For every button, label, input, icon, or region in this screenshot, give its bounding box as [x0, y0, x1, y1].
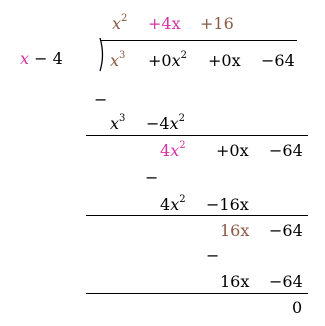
divisor: x − 4: [20, 49, 63, 68]
dividend-term-0x-squared: $+0x^2$: [148, 49, 187, 70]
step1-subtrahend-minus-4x-squared: $-4x^2$: [146, 112, 185, 133]
step2-remainder-minus-64: −64: [269, 221, 303, 240]
final-remainder: 0: [292, 298, 303, 317]
step2-rule: [86, 215, 308, 216]
step1-rule: [86, 135, 308, 136]
division-bracket: [98, 38, 108, 72]
step2-minus-sign: −: [145, 168, 159, 187]
step1-remainder-minus-64: −64: [269, 141, 303, 160]
quotient-term-16: +16: [200, 14, 234, 33]
quotient-term-4x: +4x: [148, 14, 181, 33]
step1-remainder-0x: +0x: [216, 141, 249, 160]
step1-minus-sign: −: [94, 90, 108, 109]
step3-rule: [86, 293, 308, 294]
step1-subtrahend-x-cubed: $x^3$: [110, 112, 126, 133]
step3-subtrahend-16x: 16x: [220, 272, 250, 291]
step2-remainder-16x: 16x: [220, 221, 250, 240]
step2-subtrahend-minus-16x: −16x: [206, 195, 249, 214]
step3-minus-sign: −: [206, 246, 220, 265]
step3-subtrahend-minus-64: −64: [269, 272, 303, 291]
dividend-term-0x: +0x: [208, 51, 241, 70]
quotient-term-x-squared: $x^2$: [112, 12, 128, 33]
step2-subtrahend-4x-squared: $4x^2$: [160, 193, 186, 214]
dividend-term-minus-64: −64: [261, 51, 295, 70]
dividend-term-x-cubed: $x^3$: [110, 49, 126, 70]
step1-remainder-4x-squared: $4x^2$: [160, 139, 186, 160]
division-bar: [101, 40, 297, 41]
